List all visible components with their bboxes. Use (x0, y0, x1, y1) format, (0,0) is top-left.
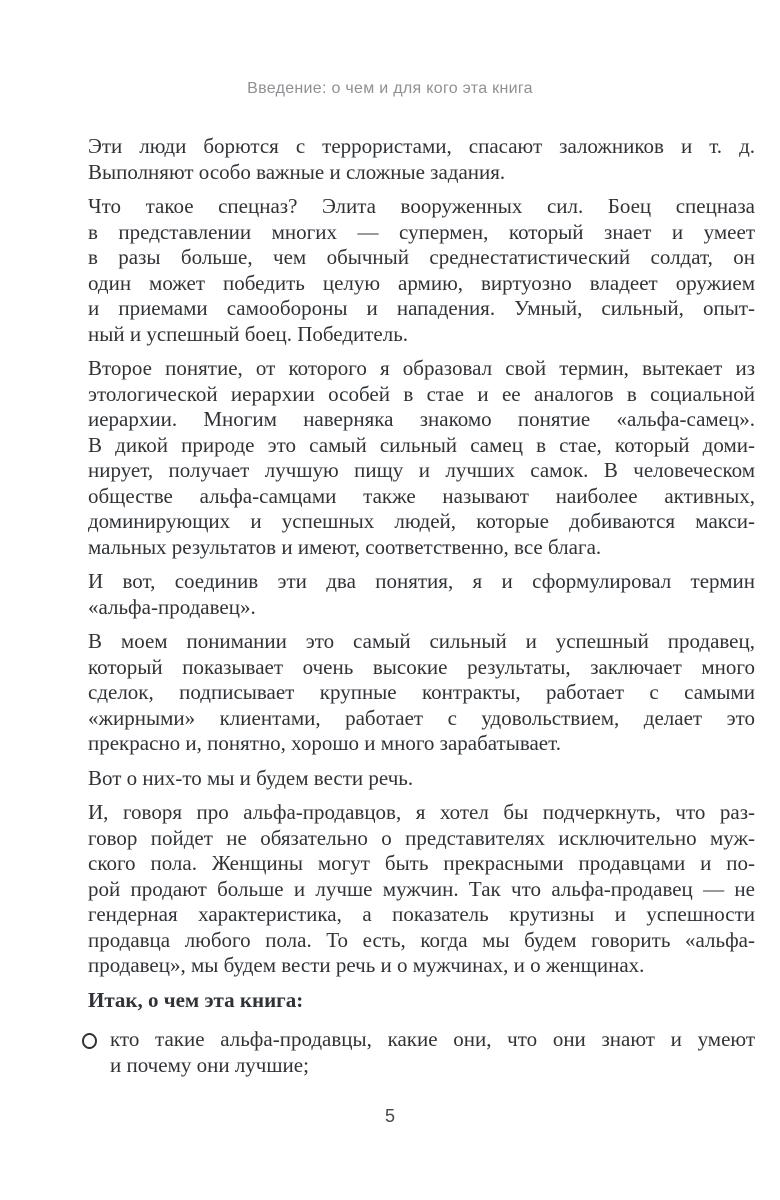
text-line: и почему они лучшие; (110, 1052, 309, 1077)
text-line: этологической иерархии особей в стае и ее аналогов в социальной (88, 381, 755, 406)
text-line: продавца любого пола. То есть, когда мы будем говорить «альфа- (88, 927, 755, 952)
paragraph (88, 766, 755, 792)
bullet-circle-icon (82, 1033, 97, 1049)
text-line: рой продают больше и лучше мужчин. Так что альфа-продавец — не (88, 876, 755, 901)
paragraph (88, 569, 755, 620)
text-line: доминирующих и успешных людей, которые добиваются макси- (88, 509, 755, 533)
text-line: мальных результатов и имеют, соответственно, все блага. (88, 534, 602, 559)
text-line: ный и успешный боец. Победитель. (88, 321, 409, 346)
text-line: кто такие альфа-продавцы, какие они, что они знают и умеют (110, 1027, 755, 1051)
text-line: Второе понятие, от которого я образовал свой термин, вытекает из (88, 356, 755, 380)
paragraph (88, 629, 755, 757)
paragraph (88, 356, 755, 560)
text-line: Эти люди борются с террористами, спасают заложников и т. д. (88, 134, 755, 158)
text-line: обществе альфа-самцами также называют наиболее активных, (88, 483, 755, 508)
text-line: иерархии. Многим наверняка знакомо понятие «альфа-самец». (88, 407, 755, 431)
page-number: 5 (384, 1106, 395, 1126)
text-line: «альфа-продавец». (88, 594, 256, 619)
text-line: который показывает очень высокие результаты, заключает много (88, 654, 755, 679)
paragraph (88, 800, 755, 979)
page-content (88, 134, 755, 1087)
text-line: в разы больше, чем обычный среднестатистический солдат, он (88, 245, 755, 269)
text-line: ского пола. Женщины могут быть прекрасными продавцами и по- (88, 851, 755, 875)
paragraphs (88, 134, 755, 979)
running-head: Введение: о чем и для кого эта книга (247, 80, 533, 97)
text-line: Что такое спецназ? Элита вооруженных сил. Боец спецназа (88, 194, 755, 218)
text-line: И вот, соединив эти два понятия, я и сформулировал термин (88, 569, 755, 593)
paragraph (88, 194, 755, 347)
text-line: Вот о них-то мы и будем вести речь. (88, 765, 414, 790)
paragraph (88, 134, 755, 185)
text-line: и приемами самообороны и нападения. Умный, сильный, опыт- (88, 296, 755, 320)
text-line: гендерная характеристика, а показатель крутизны и успешности (88, 902, 755, 926)
text-line: в представлении многих — супермен, который знает и умеет (88, 219, 755, 244)
text-line: нирует, получает лучшую пищу и лучших самок. В человеческом (88, 458, 755, 482)
bullet-list (88, 1027, 755, 1078)
text-line: сделок, подписывает крупные контракты, работает с самыми (88, 680, 755, 704)
text-line: прекрасно и, понятно, хорошо и много зарабатывает. (88, 731, 561, 755)
text-line: В дикой природе это самый сильный самец в стае, который доми- (88, 432, 755, 457)
text-line: один может победить целую армию, виртуозно владеет оружием (88, 270, 755, 295)
text-line: «жирными» клиентами, работает с удовольствием, делает это (88, 705, 755, 730)
list-item (88, 1027, 755, 1078)
section-heading: Итак, о чем эта книга: (88, 987, 304, 1012)
text-line: В моем понимании это самый сильный и успешный продавец, (88, 629, 755, 653)
text-line: Выполняют особо важные и сложные задания. (88, 159, 506, 184)
text-line: продавец», мы будем вести речь и о мужчинах, и о женщинах. (88, 953, 645, 977)
text-line: И, говоря про альфа-продавцов, я хотел бы подчеркнуть, что раз- (88, 800, 755, 824)
text-line: говор пойдет не обязательно о представителях исключительно муж- (88, 825, 755, 850)
bullet-text (110, 1027, 755, 1078)
